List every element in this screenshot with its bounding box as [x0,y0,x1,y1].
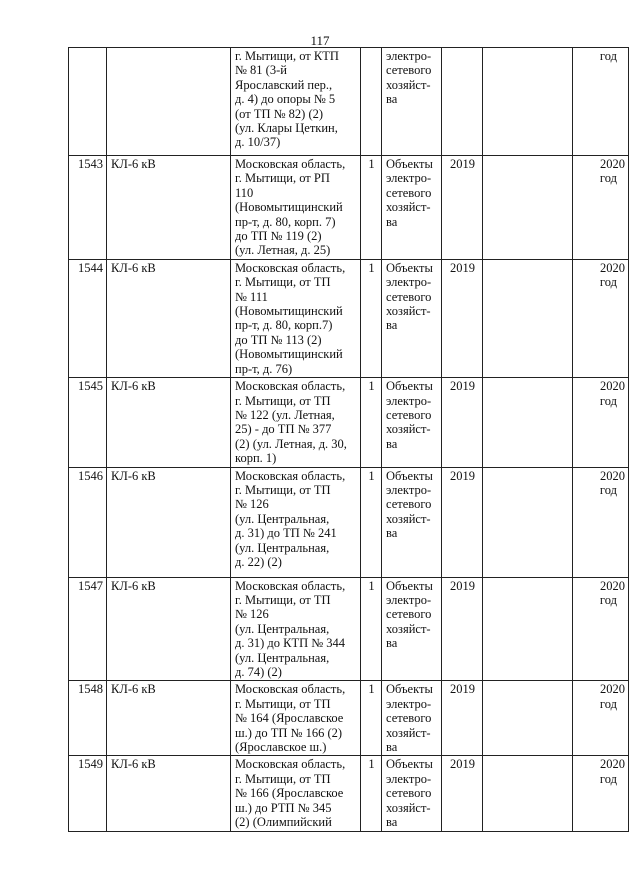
route-cell-line: д. 74) (2) [235,664,282,679]
route-cell-line: Московская область, [235,260,346,275]
route-cell-line: № 111 [235,289,268,304]
end-year-cell [573,156,629,260]
row-number-cell: 1548 [69,681,107,756]
category-cell [382,467,442,577]
end-year-value: 2020 [600,379,625,394]
route-cell-line: д. 22) (2) [235,554,282,569]
quantity-cell: 1 [361,681,382,756]
end-year-value: 2020 [600,578,625,593]
table-row [69,378,629,467]
object-type-cell: КЛ-6 кВ [107,681,231,756]
end-year-cell [573,577,629,681]
extra-cell [483,577,573,681]
route-cell-line: Московская область, [235,157,346,171]
route-cell [231,681,361,756]
category-cell-line: хозяйст- [386,725,431,740]
table-row [69,259,629,377]
row-number-cell: 1543 [69,156,107,260]
extra-cell [483,756,573,832]
category-cell-line: электро- [386,393,432,408]
route-cell-line: (ул. Центральная, [235,650,330,665]
category-cell-line: Объекты [386,578,433,593]
registry-body [69,48,629,832]
table-row [69,756,629,832]
object-type-cell: КЛ-6 кВ [107,259,231,377]
route-cell-line: (Новомытищинский [235,200,343,215]
route-cell-line: (Новомытищинский [235,347,343,362]
route-cell-line: г. Мытищи, от ТП [235,696,331,711]
end-year-value: 2020 [600,157,625,171]
end-year-cell [573,756,629,832]
end-year-unit: год [599,771,617,786]
category-cell-line: сетевого [386,407,432,422]
route-cell-line: Московская область, [235,757,346,772]
route-cell-line: (2) (ул. Летная, д. 30, [235,436,347,451]
end-year-cell [573,48,629,156]
category-cell-line: ва [386,214,398,229]
category-cell [382,48,442,156]
category-cell-line: сетевого [386,497,432,512]
end-year-value: 2020 [600,757,625,772]
route-cell-line: г. Мытищи, от ТП [235,592,331,607]
route-cell-line: д. 4) до опоры № 5 [235,92,336,107]
extra-cell [483,467,573,577]
category-cell-line: ва [386,636,398,651]
row-number-cell: 1546 [69,467,107,577]
route-cell-line: пр-т, д. 80, корп.7) [235,318,333,333]
category-cell-line: сетевого [386,607,432,622]
quantity-cell [361,48,382,156]
route-cell-line: ш.) до ТП № 166 (2) [235,725,343,740]
route-cell-line: 110 [235,185,254,200]
route-cell-line: № 81 (3-й [235,63,287,78]
category-cell-line: хозяйст- [386,304,431,319]
route-cell-line: ш.) до РТП № 345 [235,800,332,815]
table-row [69,577,629,681]
route-cell-line: № 166 (Ярославское [235,786,344,801]
route-cell-line: г. Мытищи, от РП [235,171,330,186]
row-number-cell: 1549 [69,756,107,832]
category-cell-line: ва [386,526,398,541]
end-year-unit: год [599,171,617,186]
route-cell [231,756,361,832]
category-cell-line: хозяйст- [386,422,431,437]
category-cell-line: сетевого [386,185,432,200]
category-cell [382,577,442,681]
start-year-cell: 2019 [442,259,483,377]
route-cell-line: г. Мытищи, от ТП [235,275,331,290]
end-year-cell [573,467,629,577]
route-cell [231,259,361,377]
row-number-cell: 1544 [69,259,107,377]
category-cell [382,756,442,832]
quantity-cell: 1 [361,259,382,377]
row-number-cell [69,48,107,156]
end-year-cell [573,378,629,467]
category-cell-line: хозяйст- [386,77,431,92]
route-cell [231,378,361,467]
category-cell-line: электро- [386,696,432,711]
category-cell-line: Объекты [386,757,433,772]
extra-cell [483,48,573,156]
category-cell-line: сетевого [386,289,432,304]
route-cell-line: (Новомытищинский [235,304,343,319]
route-cell-line: № 122 (ул. Летная, [235,407,335,422]
start-year-cell: 2019 [442,681,483,756]
category-cell-line: хозяйст- [386,511,431,526]
end-year-unit: год [599,592,617,607]
route-cell-line: № 126 [235,607,269,622]
category-cell-line: электро- [386,482,432,497]
route-cell-line: д. 31) до КТП № 344 [235,636,346,651]
category-cell-line: Объекты [386,260,433,275]
category-cell-line: Объекты [386,379,433,394]
route-cell-line: (ул. Клары Цеткин, [235,121,338,136]
category-cell-line: Объекты [386,468,433,483]
route-cell-line: г. Мытищи, от КТП [235,49,339,63]
table-row [69,156,629,260]
route-cell-line: (ул. Центральная, [235,540,330,555]
quantity-cell: 1 [361,577,382,681]
category-cell-line: сетевого [386,63,432,78]
route-cell-line: 25) - до ТП № 377 [235,422,332,437]
route-cell-line: (от ТП № 82) (2) [235,106,324,121]
extra-cell [483,259,573,377]
quantity-cell: 1 [361,756,382,832]
category-cell-line: ва [386,436,398,451]
category-cell-line: ва [386,815,398,830]
route-cell-line: Московская область, [235,468,346,483]
end-year-cell [573,681,629,756]
category-cell-line: хозяйст- [386,200,431,215]
extra-cell [483,156,573,260]
category-cell [382,378,442,467]
route-cell-line: (ул. Центральная, [235,511,330,526]
end-year-unit: год [599,275,617,290]
category-cell [382,259,442,377]
route-cell-line: до ТП № 113 (2) [235,332,322,347]
category-cell-line: сетевого [386,711,432,726]
category-cell-line: электро- [386,275,432,290]
category-cell [382,681,442,756]
route-cell-line: пр-т, д. 76) [235,361,293,376]
route-cell-line: (ул. Летная, д. 25) [235,243,331,258]
route-cell-line: (2) (Олимпийский [235,815,332,830]
row-number-cell: 1547 [69,577,107,681]
route-cell-line: (Ярославское ш.) [235,740,327,754]
category-cell-line: сетевого [386,786,432,801]
start-year-cell: 2019 [442,467,483,577]
end-year-unit: год [599,696,617,711]
start-year-cell: 2019 [442,156,483,260]
route-cell-line: г. Мытищи, от ТП [235,771,331,786]
route-cell [231,577,361,681]
object-type-cell: КЛ-6 кВ [107,756,231,832]
table-row [69,48,629,156]
end-year-unit: год [599,393,617,408]
category-cell-line: Объекты [386,682,433,697]
category-cell-line: электро- [386,592,432,607]
end-year-unit: год [599,482,617,497]
category-cell [382,156,442,260]
route-cell-line: (ул. Центральная, [235,621,330,636]
route-cell-line: Московская область, [235,578,346,593]
category-cell-line: ва [386,318,398,333]
route-cell-line: Ярославский пер., [235,77,333,92]
table-row [69,681,629,756]
start-year-cell: 2019 [442,577,483,681]
category-cell-line: Объекты [386,157,433,171]
route-cell-line: пр-т, д. 80, корп. 7) [235,214,336,229]
registry-table [68,47,629,832]
category-cell-line: ва [386,740,398,754]
category-cell-line: электро- [386,49,432,63]
category-cell-line: хозяйст- [386,800,431,815]
route-cell [231,48,361,156]
object-type-cell [107,48,231,156]
category-cell-line: электро- [386,171,432,186]
route-cell-line: г. Мытищи, от ТП [235,393,331,408]
route-cell [231,156,361,260]
extra-cell [483,681,573,756]
route-cell-line: № 126 [235,497,269,512]
object-type-cell: КЛ-6 кВ [107,577,231,681]
route-cell-line: д. 10/37) [235,135,281,150]
object-type-cell: КЛ-6 кВ [107,156,231,260]
quantity-cell: 1 [361,378,382,467]
end-year-value: 2020 [600,682,625,697]
row-number-cell: 1545 [69,378,107,467]
category-cell-line: хозяйст- [386,621,431,636]
quantity-cell: 1 [361,467,382,577]
route-cell-line: Московская область, [235,682,346,697]
route-cell-line: № 164 (Ярославское [235,711,344,726]
route-cell-line: д. 31) до ТП № 241 [235,526,337,541]
route-cell-line: Московская область, [235,379,346,394]
end-year-unit: год [599,49,617,63]
end-year-cell [573,259,629,377]
start-year-cell [442,48,483,156]
category-cell-line: ва [386,92,398,107]
end-year-value: 2020 [600,468,625,483]
route-cell [231,467,361,577]
page-number: 117 [310,33,330,48]
start-year-cell: 2019 [442,378,483,467]
end-year-value: 2020 [600,260,625,275]
route-cell-line: корп. 1) [235,451,277,466]
start-year-cell: 2019 [442,756,483,832]
object-type-cell: КЛ-6 кВ [107,467,231,577]
category-cell-line: электро- [386,771,432,786]
table-row [69,467,629,577]
extra-cell [483,378,573,467]
quantity-cell: 1 [361,156,382,260]
object-type-cell: КЛ-6 кВ [107,378,231,467]
route-cell-line: до ТП № 119 (2) [235,229,322,244]
route-cell-line: г. Мытищи, от ТП [235,482,331,497]
